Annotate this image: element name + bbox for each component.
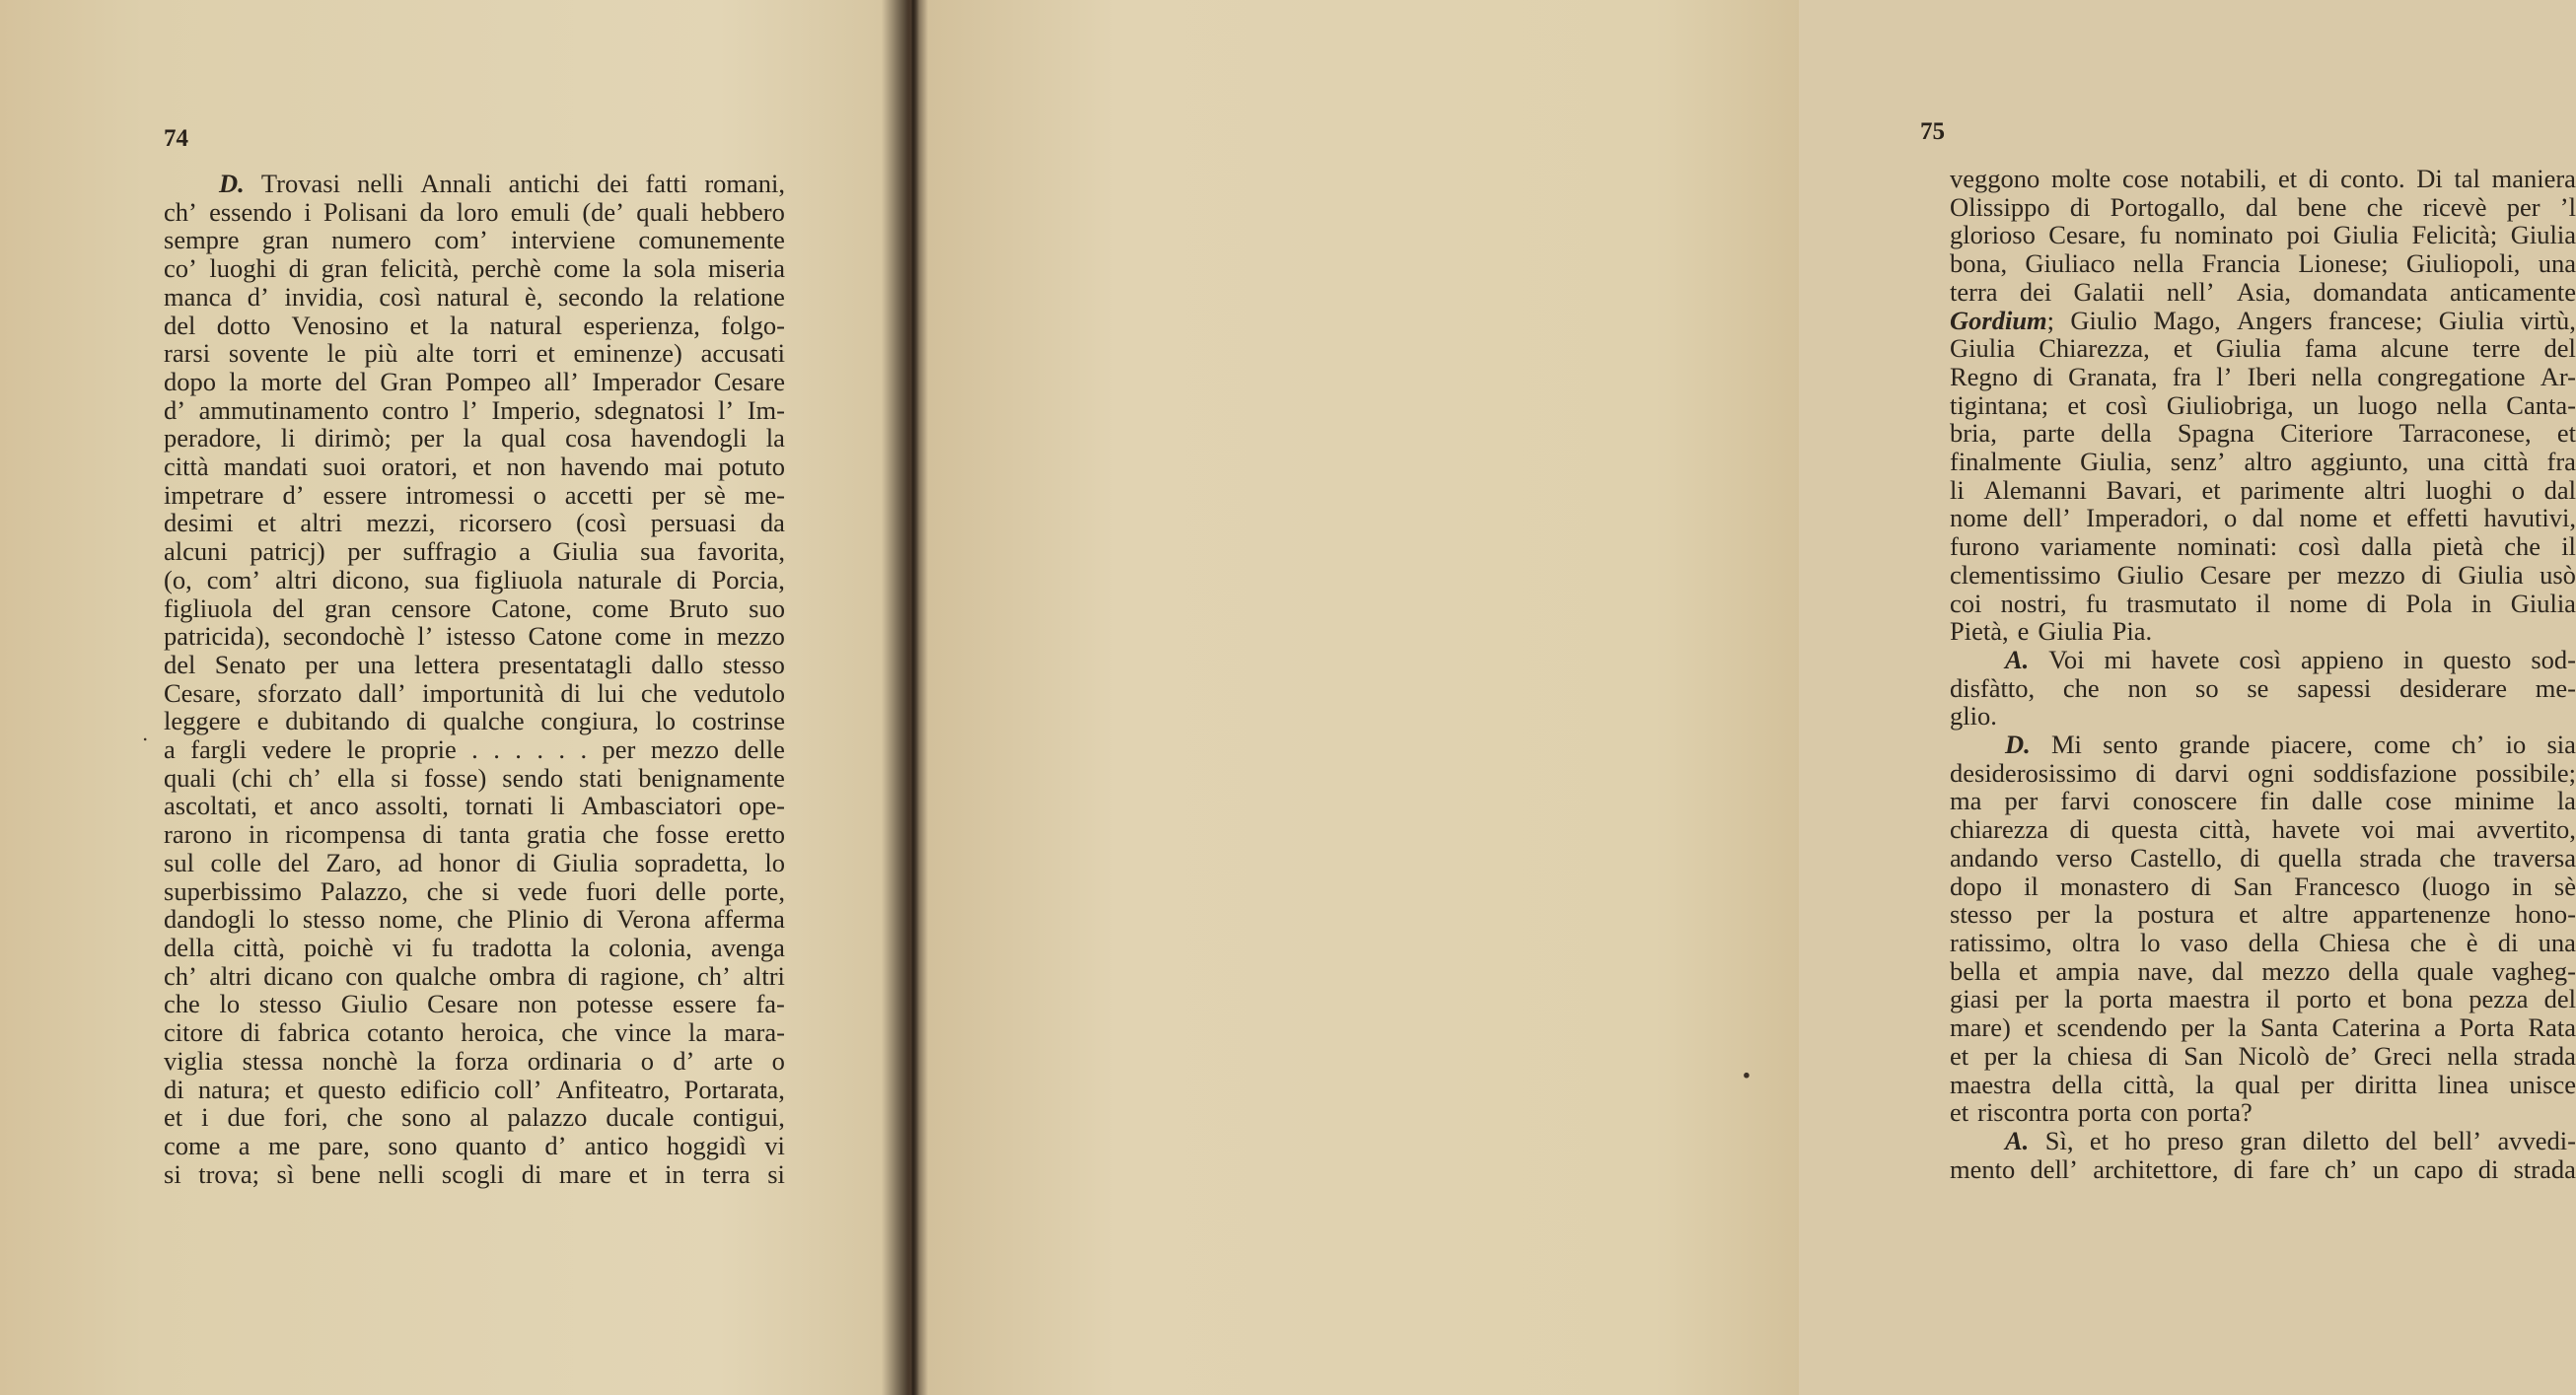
margin-dot-mark: ∙ xyxy=(1742,1063,1752,1086)
text-line: D. Mi sento grande piacere, come ch’ io sia xyxy=(2005,730,2576,760)
text-line: d’ ammutinamento contro l’ Imperio, sdegnatosi l’ Im- xyxy=(164,394,785,425)
text-line: superbissimo Palazzo, che si vede fuori delle porte, xyxy=(164,875,785,906)
text-line: stesso per la postura et altre appartenenze hono- xyxy=(1950,899,2576,930)
text-line: ch’ essendo i Polisani da loro emuli (de’ quali hebbero xyxy=(164,196,785,227)
text-line: A. Voi mi havete così appieno in questo sod- xyxy=(2005,644,2576,674)
text-line: dandogli lo stesso nome, che Plinio di Verona afferma xyxy=(164,904,785,935)
text-line: Regno di Granata, fra l’ Iberi nella congregatione Ar- xyxy=(1950,361,2576,391)
book-gutter xyxy=(905,0,919,1395)
text-line: li Alemanni Bavari, et parimente altri luoghi o dal xyxy=(1950,474,2576,505)
text-line: si trova; sì bene nelli scogli di mare et in terra si xyxy=(164,1158,785,1189)
text-line: et riscontra porta con porta? xyxy=(1950,1097,2253,1128)
text-line: della città, poichè vi fu tradotta la colonia, avenga xyxy=(164,932,785,962)
text-line: ascoltati, et anco assolti, tornati li Ambasciatori ope- xyxy=(164,791,785,821)
right-page xyxy=(919,0,2576,1395)
text-line: alcuni patricj) per suffragio a Giulia sua favorita, xyxy=(164,536,785,567)
text-line: et per la chiesa di San Nicolò de’ Greci nella strada xyxy=(1950,1040,2576,1071)
text-line: leggere e dubitando di qualche congiura, lo costrinse xyxy=(164,706,785,736)
text-line: peradore, li dirimò; per la qual cosa havendogli la xyxy=(164,423,785,453)
text-line: del dotto Venosino et la natural esperienza, folgo- xyxy=(164,310,785,340)
text-line: glorioso Cesare, fu nominato poi Giulia Felicità; Giulia xyxy=(1950,220,2576,250)
text-line: Cesare, sforzato dall’ importunità di lui che vedutolo xyxy=(164,677,785,708)
text-line: bella et ampia nave, dal mezzo della quale vagheg- xyxy=(1950,955,2576,986)
text-line: impetrare d’ essere intromessi o accetti per sè me- xyxy=(164,479,785,510)
text-line: desiderosissimo di darvi ogni soddisfazione possibile; xyxy=(1950,757,2576,788)
text-line: città mandati suoi oratori, et non havendo mai potuto xyxy=(164,452,785,482)
text-line: chiarezza di questa città, havete voi mai avvertito, xyxy=(1950,814,2576,845)
text-line: dopo la morte del Gran Pompeo all’ Imperador Cesare xyxy=(164,366,785,396)
text-line: sul colle del Zaro, ad honor di Giulia sopradetta, lo xyxy=(164,847,785,877)
text-line: bria, parte della Spagna Citeriore Tarraconese, et xyxy=(1950,418,2576,449)
text-line: maestra della città, la qual per diritta linea unisce xyxy=(1950,1069,2576,1099)
text-line: coi nostri, fu trasmutato il nome di Pola in Giulia xyxy=(1950,588,2576,618)
text-line: ch’ altri dicano con qualche ombra di ragione, ch’ altri xyxy=(164,960,785,991)
text-line: D. Trovasi nelli Annali antichi dei fatti romani, xyxy=(219,169,785,198)
text-line: tigintana; et così Giuliobriga, un luogo nella Canta- xyxy=(1950,389,2576,420)
text-line: glio. xyxy=(1950,701,1997,732)
text-line: clementissimo Giulio Cesare per mezzo di Giulia usò xyxy=(1950,559,2576,590)
text-line: patricida), secondochè l’ istesso Catone come in mezzo xyxy=(164,621,785,652)
margin-dot-mark: . xyxy=(142,722,149,745)
text-line: che lo stesso Giulio Cesare non potesse essere fa- xyxy=(164,989,785,1019)
text-line: del Senato per una lettera presentatagli dallo stesso xyxy=(164,649,785,679)
text-line: figliuola del gran censore Catone, come Bruto suo xyxy=(164,593,785,623)
text-line: furono variamente nominati: così dalla pietà che il xyxy=(1950,531,2576,562)
text-line: A. Sì, et ho preso gran diletto del bell’ avvedi- xyxy=(2005,1125,2576,1155)
text-line: nome dell’ Imperadori, o dal nome et effetti havutivi, xyxy=(1950,503,2576,533)
text-line: andando verso Castello, di quella strada che traversa xyxy=(1950,842,2576,872)
text-line: bona, Giuliaco nella Francia Lionese; Giuliopoli, una xyxy=(1950,248,2576,279)
text-line: veggono molte cose notabili, et di conto. Di tal maniera xyxy=(1950,164,2576,193)
left-page xyxy=(0,0,905,1395)
text-line: viglia stessa nonchè la forza ordinaria o d’ arte o xyxy=(164,1045,785,1076)
text-line: rarono in ricompensa di tanta gratia che fosse eretto xyxy=(164,819,785,850)
text-line: di natura; et questo edificio coll’ Anfiteatro, Portarata, xyxy=(164,1074,785,1104)
text-line: dopo il monastero di San Francesco (luogo in sè xyxy=(1950,871,2576,901)
text-line: et i due fori, che sono al palazzo ducale contigui, xyxy=(164,1102,785,1133)
text-line: Giulia Chiarezza, et Giulia fama alcune terre del xyxy=(1950,333,2576,364)
text-line: ma per farvi conoscere fin dalle cose minime la xyxy=(1950,786,2576,816)
text-line: mento dell’ architettore, di fare ch’ un capo di strada xyxy=(1950,1153,2576,1184)
text-line: rarsi sovente le più alte torri et eminenze) accusati xyxy=(164,338,785,369)
text-line: terra dei Galatii nell’ Asia, domandata anticamente xyxy=(1950,276,2576,307)
text-line: (o, com’ altri dicono, sua figliuola naturale di Porcia, xyxy=(164,564,785,594)
text-line: desimi et altri mezzi, ricorsero (così persuasi da xyxy=(164,508,785,538)
text-line: citore di fabrica cotanto heroica, che vince la mara- xyxy=(164,1017,785,1048)
right-page-text xyxy=(1950,165,2576,1183)
text-line: mare) et scendendo per la Santa Caterina a Porta Rata xyxy=(1950,1012,2576,1043)
page-number-right: 75 xyxy=(1920,118,1945,145)
text-line: Pietà, e Giulia Pia. xyxy=(1950,616,2153,647)
text-line: manca d’ invidia, così natural è, secondo la relatione xyxy=(164,281,785,312)
left-page-text xyxy=(164,170,785,1188)
text-line: sempre gran numero com’ interviene comunemente xyxy=(164,225,785,255)
text-line: quali (chi ch’ ella si fosse) sendo stati benignamente xyxy=(164,762,785,793)
text-line: disfàtto, che non so se sapessi desiderare me- xyxy=(1950,672,2576,703)
text-line: come a me pare, sono quanto d’ antico hoggidì vi xyxy=(164,1130,785,1160)
text-line: a fargli vedere le proprie . . . . . . per mezzo delle xyxy=(164,734,785,765)
text-line: Gordium; Giulio Mago, Angers francese; Giulia virtù, xyxy=(1950,305,2576,335)
page-number-left: 74 xyxy=(164,125,188,152)
text-line: Olissippo di Portogallo, dal bene che ricevè per ’l xyxy=(1950,191,2576,222)
text-line: ratissimo, oltra lo vaso della Chiesa che è di una xyxy=(1950,927,2576,957)
text-line: giasi per la porta maestra il porto et bona pezza del xyxy=(1950,984,2576,1014)
text-line: finalmente Giulia, senz’ altro aggiunto, una città fra xyxy=(1950,447,2576,477)
text-line: co’ luoghi di gran felicità, perchè come la sola miseria xyxy=(164,253,785,284)
